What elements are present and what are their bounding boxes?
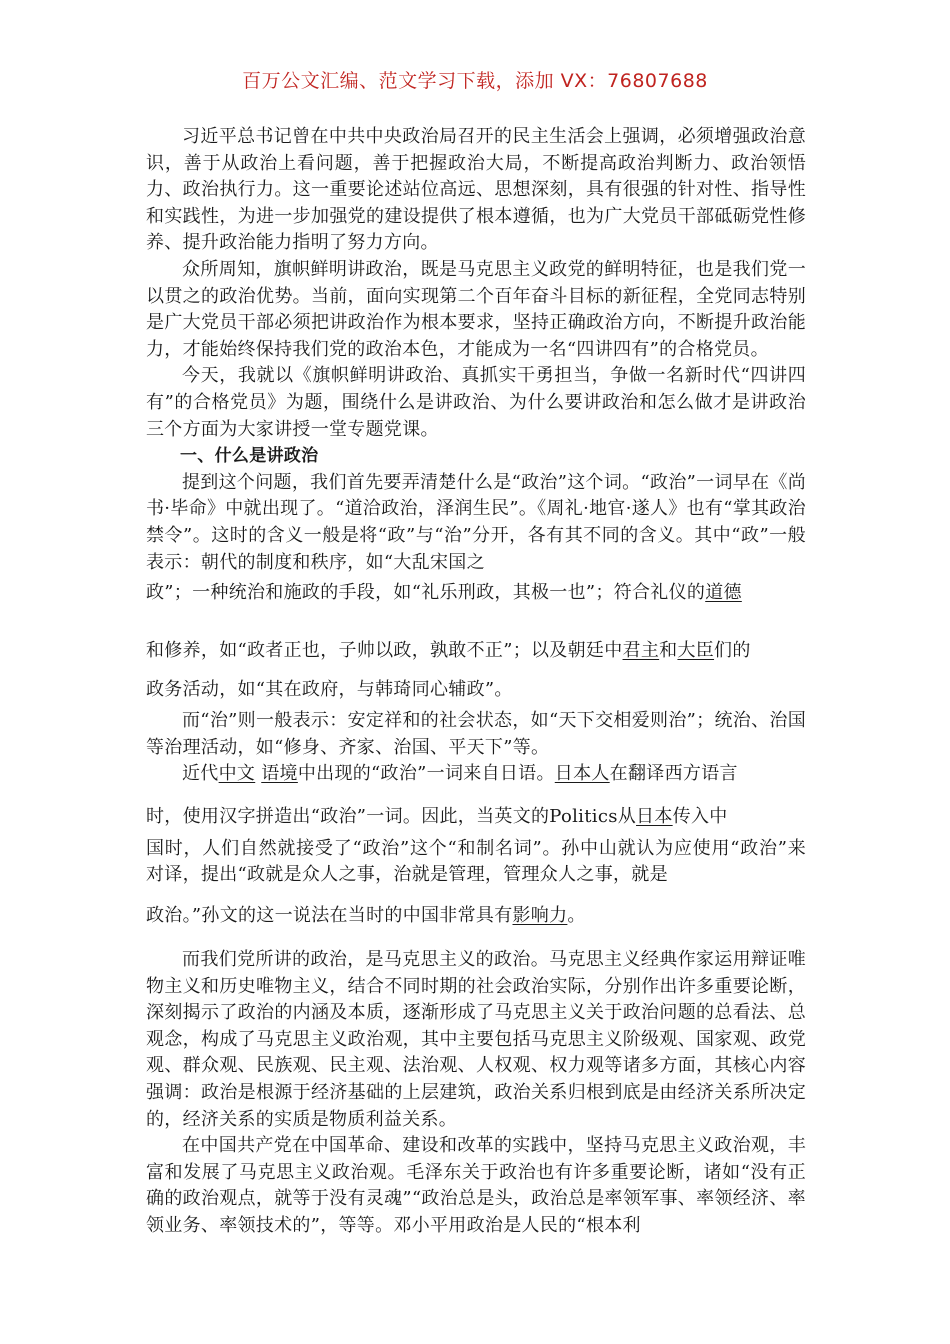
document-body — [146, 124, 806, 1240]
text-fragment: 和修养，如“政者正也，子帅以政，孰敢不正”；以及朝廷中 — [146, 640, 623, 662]
paragraph-marxist-politics: 而我们党所讲的政治，是马克思主义的政治。马克思主义经典作家运用辩证唯物主义和历史唯物主义，结合不同时期的社会政治实际，分别作出许多重要论断，深刻揭示了政治的内涵及本质，逐渐形成了马克思主义关于政治问题的总看法、总观念，构成了马克思主义政治观，其中主要包括马克思主义阶级观、国家观、政党观、群众观、民族观、民主观、法治观、人权观、权力观等诸多方面，其核心内容强调：政治是根源于经济基础的上层建筑，政治关系归根到底是由经济关系所决定的，经济关系的实质是物质利益关系。 — [146, 949, 806, 1130]
text-fragment: 政治。”孙文的这一说法在当时的中国非常具有 — [146, 905, 513, 927]
text-fragment: 政”；一种统治和施政的手段，如“礼乐刑政，其极一也”；符合礼仪的 — [146, 582, 706, 604]
text-fragment: 传入中 — [672, 805, 728, 827]
paragraph-sun-yat-sen: 国时，人们自然就接受了“政治”这个“和制名词”。孙中山就认为应使用“政治”来对译，提出“政就是众人之事，治就是管理，管理众人之事，就是 — [146, 837, 806, 886]
link-zhongwen[interactable]: 中文 — [218, 763, 256, 785]
section-heading-1: 一、什么是讲政治 — [180, 446, 319, 467]
paragraph-government-affairs: 政务活动，如“其在政府，与韩琦同心辅政”。 — [146, 679, 513, 701]
paragraph-intro: 习近平总书记曾在中共中央政治局召开的民主生活会上强调，必须增强政治意识，善于从政治上看问题，善于把握政治大局，不断提高政治判断力、政治领悟力、政治执行力。这一重要论述站位高远、思想深刻，具有很强的针对性、指导性和实践性，为进一步加强党的建设提供了根本遵循，也为广大党员干部砥砺党性修养、提升政治能力指明了努力方向。 — [146, 126, 806, 254]
link-yingxiangli[interactable]: 影响力 — [512, 905, 568, 927]
paragraph-politics-translation — [146, 794, 806, 840]
paragraph-sun-influence — [146, 893, 806, 939]
paragraph-politics-origin: 提到这个问题，我们首先要弄清楚什么是“政治”这个词。“政治”一词早在《尚书·毕命》中就出现了。“道洽政治，泽润生民”。《周礼·地官·遂人》也有“掌其政治禁令”。这时的含义一般是将“政”与“治”分开，各有其不同的含义。其中“政”一般表示：朝代的制度和秩序，如“大乱宋国之 — [146, 471, 806, 573]
link-riben[interactable]: 日本 — [636, 805, 673, 827]
paragraph-cultivation — [146, 628, 806, 674]
paragraph-politics-origin-cont — [146, 570, 806, 616]
text-fragment: 中出现的“政治”一词来自日语。 — [297, 763, 555, 785]
paragraph-lecture-topic: 今天，我就以《旗帜鲜明讲政治、真抓实干勇担当，争做一名新时代“四讲四有”的合格党员》为题，围绕什么是讲政治、为什么要讲政治和怎么做才是讲政治三个方面为大家讲授一堂专题党课。 — [146, 365, 806, 440]
text-fragment: 在翻译西方语言 — [609, 763, 738, 785]
link-daode[interactable]: 道德 — [705, 582, 742, 604]
link-ribenren[interactable]: 日本人 — [554, 763, 610, 785]
paragraph-political-advantage: 众所周知，旗帜鲜明讲政治，既是马克思主义政党的鲜明特征，也是我们党一以贯之的政治优势。当前，面向实现第二个百年奋斗目标的新征程，全党同志特别是广大党员干部必须把讲政治作为根本要求，坚持正确政治方向，不断提升政治能力，才能始终保持我们党的政治本色，才能成为一名“四讲四有”的合格党员。 — [146, 258, 806, 360]
paragraph-modern-origin — [146, 761, 806, 788]
link-dachen[interactable]: 大臣 — [677, 640, 715, 662]
paragraph-cpc-practice: 在中国共产党在中国革命、建设和改革的实践中，坚持马克思主义政治观，丰富和发展了马克思主义政治观。毛泽东关于政治也有许多重要论断，诸如“没有正确的政治观点，就等于没有灵魂”“政治总是头，政治总是率领军事、率领经济、率领业务、率领技术的”，等等。邓小平用政治是人民的“根本利 — [146, 1135, 806, 1236]
text-fragment: 近代 — [182, 763, 219, 785]
text-fragment: 和 — [659, 640, 678, 662]
download-banner: 百万公文汇编、范文学习下载，添加 VX：76807688 — [242, 70, 708, 92]
link-yujing[interactable]: 语境 — [261, 763, 298, 785]
text-fragment: 们的 — [714, 640, 751, 662]
link-junzhu[interactable]: 君主 — [622, 640, 660, 662]
text-fragment: 时，使用汉字拼造出“政治”一词。因此，当英文的Politics从 — [146, 805, 637, 827]
text-fragment: 。 — [567, 905, 586, 927]
paragraph-zhi-meaning: 而“治”则一般表示：安定祥和的社会状态，如“天下交相爱则治”；统治、治国等治理活动，如“修身、齐家、治国、平天下”等。 — [146, 710, 806, 758]
